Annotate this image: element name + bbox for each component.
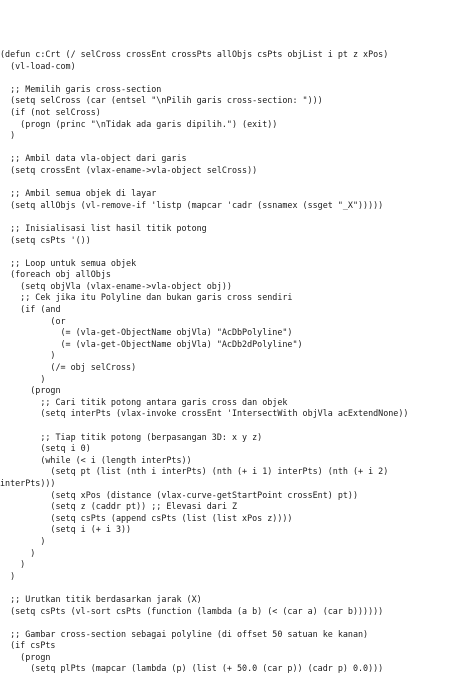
code-line: (setq csPts (append csPts (list (list xPos z)))) <box>0 512 293 523</box>
code-listing <box>0 49 474 675</box>
code-line: (= (vla-get-ObjectName objVla) "AcDb2dPolyline") <box>0 338 303 349</box>
code-line: (vl-load-com) <box>0 60 76 71</box>
code-line <box>0 142 474 154</box>
code-line: (progn <box>0 651 51 662</box>
code-line: (progn <box>0 385 61 396</box>
code-line: (setq i (+ i 3)) <box>0 524 132 535</box>
code-line: ) <box>0 547 36 558</box>
code-line: (setq plPts (mapcar (lambda (p) (list (+ 50.0 (car p)) (cadr p) 0.0))) <box>0 663 384 674</box>
code-line <box>0 211 474 223</box>
code-line: ) <box>0 535 46 546</box>
code-line: ;; Ambil data vla-object dari garis <box>0 153 187 164</box>
code-line: (setq pt (list (nth i interPts) (nth (+ i 1) interPts) (nth (+ i 2) <box>0 466 389 477</box>
code-line: (/= obj selCross) <box>0 362 137 373</box>
code-line <box>0 72 474 84</box>
code-line: (setq interPts (vlax-invoke crossEnt 'IntersectWith objVla acExtendNone)) <box>0 408 409 419</box>
code-line: (or <box>0 315 66 326</box>
code-line: (foreach obj allObjs <box>0 269 111 280</box>
code-line: ;; Tiap titik potong (berpasangan 3D: x y z) <box>0 431 263 442</box>
code-line <box>0 246 474 258</box>
code-line <box>0 177 474 189</box>
code-line: ;; Cek jika itu Polyline dan bukan garis cross sendiri <box>0 292 293 303</box>
code-line: ) <box>0 570 16 581</box>
code-line <box>0 420 474 432</box>
code-line: ;; Ambil semua objek di layar <box>0 188 157 199</box>
code-line: (= (vla-get-ObjectName objVla) "AcDbPolyline") <box>0 327 293 338</box>
code-line: (setq selCross (car (entsel "\nPilih garis cross-section: "))) <box>0 95 323 106</box>
code-line: (setq allObjs (vl-remove-if 'listp (mapcar 'cadr (ssnamex (ssget "_X"))))) <box>0 199 384 210</box>
code-line: (setq objVla (vlax-ename->vla-object obj)) <box>0 280 232 291</box>
code-line: (setq xPos (distance (vlax-curve-getStartPoint crossEnt) pt)) <box>0 489 358 500</box>
code-line: ) <box>0 559 26 570</box>
code-line: ;; Cari titik potong antara garis cross dan objek <box>0 396 288 407</box>
code-line: ;; Urutkan titik berdasarkan jarak (X) <box>0 593 202 604</box>
code-line: (defun c:Crt (/ selCross crossEnt crossPts allObjs csPts objList i pt z xPos) <box>0 49 389 59</box>
code-line: ;; Memilih garis cross-section <box>0 83 162 94</box>
code-line: (setq crossEnt (vlax-ename->vla-object selCross)) <box>0 164 258 175</box>
code-line: interPts))) <box>0 477 56 488</box>
code-line: ;; Gambar cross-section sebagai polyline (di offset 50 satuan ke kanan) <box>0 628 369 639</box>
code-line: ) <box>0 350 56 361</box>
code-line: (setq csPts (vl-sort csPts (function (lambda (a b) (< (car a) (car b)))))) <box>0 605 384 616</box>
code-line: ;; Loop untuk semua objek <box>0 257 137 268</box>
code-line <box>0 617 474 629</box>
code-line: ) <box>0 130 16 141</box>
code-line: ;; Inisialisasi list hasil titik potong <box>0 222 207 233</box>
code-line: (progn (princ "\nTidak ada garis dipilih.") (exit)) <box>0 118 278 129</box>
code-line: (if (and <box>0 304 61 315</box>
code-line: (setq csPts '()) <box>0 234 91 245</box>
code-line: (setq i 0) <box>0 443 91 454</box>
code-line: (if (not selCross) <box>0 106 101 117</box>
code-line: (while (< i (length interPts)) <box>0 454 192 465</box>
code-line: ) <box>0 373 46 384</box>
code-line: (setq z (caddr pt)) ;; Elevasi dari Z <box>0 501 237 512</box>
code-line: (if csPts <box>0 640 56 651</box>
code-line <box>0 582 474 594</box>
